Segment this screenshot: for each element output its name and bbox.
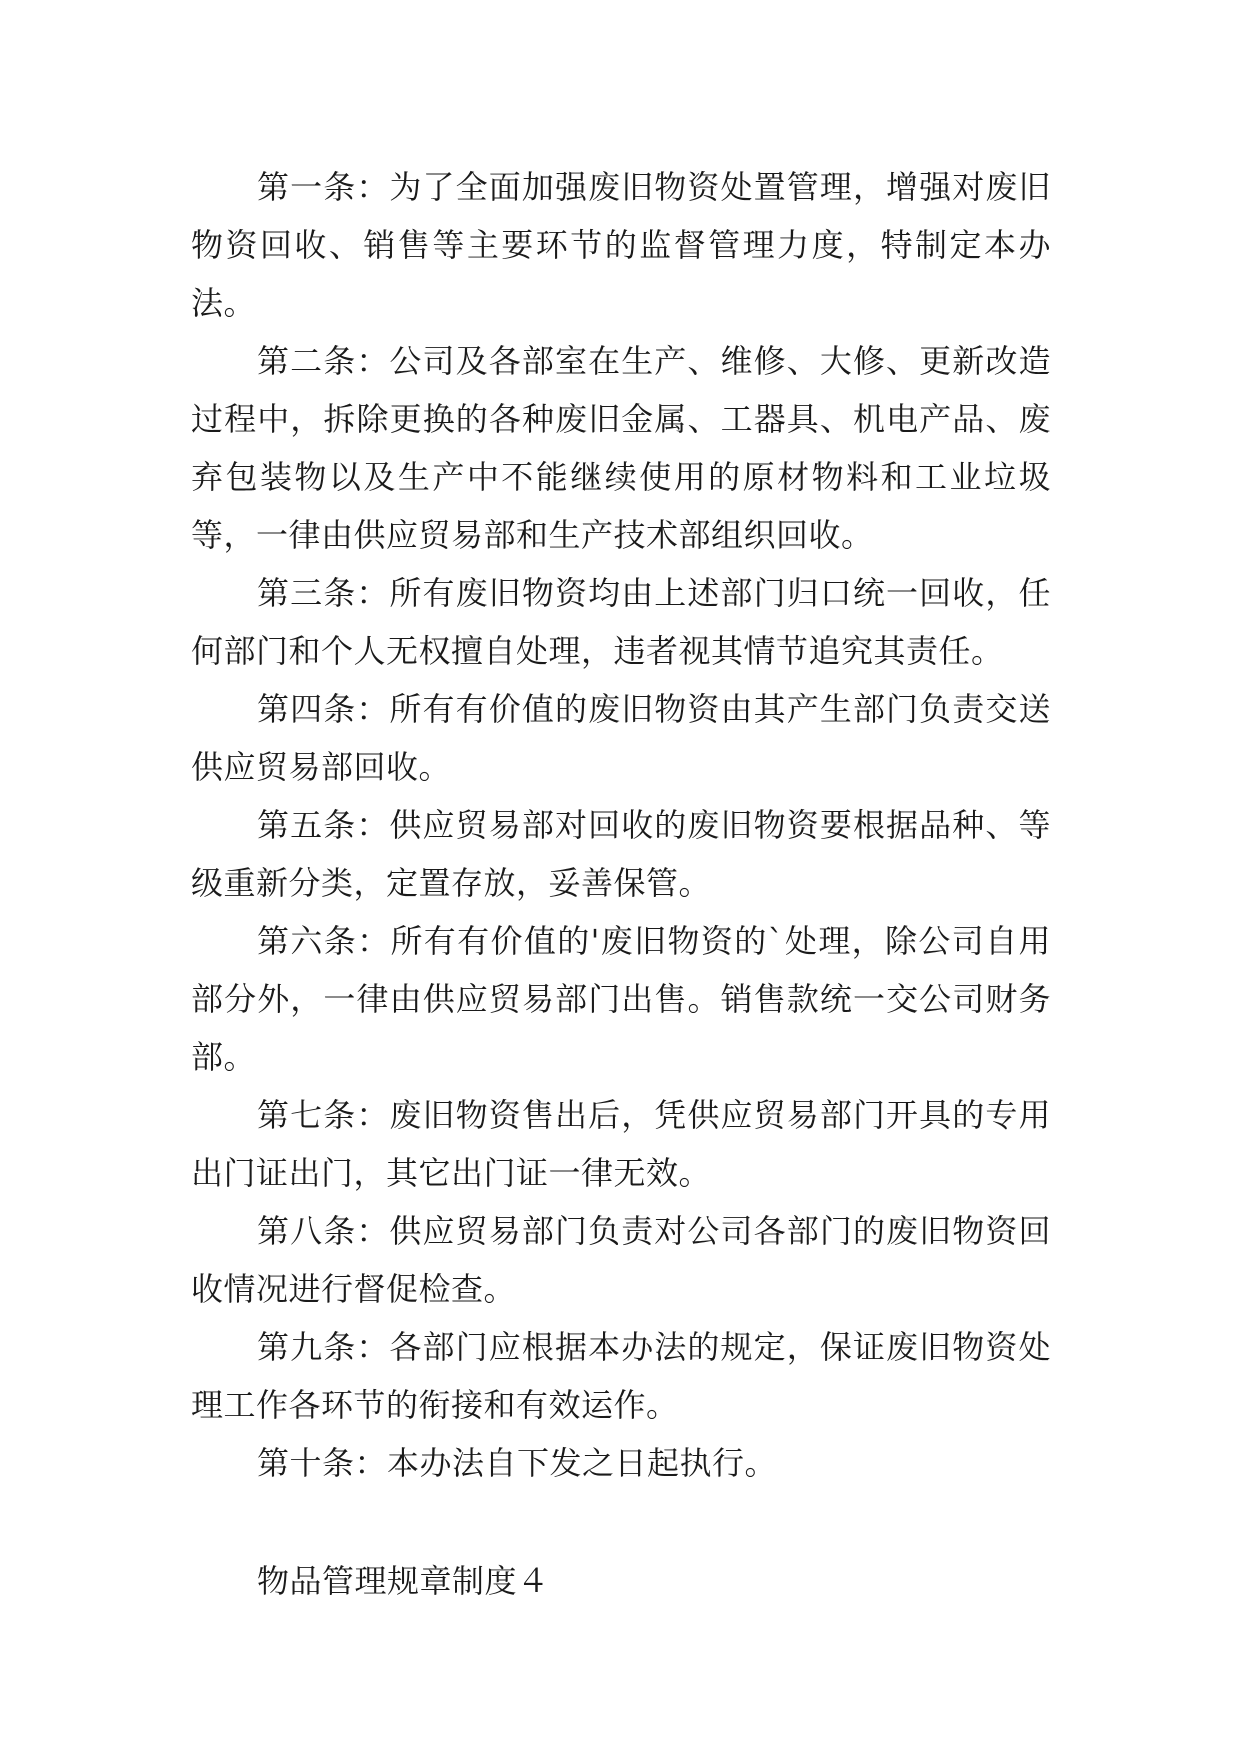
article-10: 第十条：本办法自下发之日起执行。	[257, 1444, 778, 1482]
document-body	[191, 158, 1051, 1610]
article-8: 第八条：供应贸易部门负责对公司各部门的废旧物资回收情况进行督促检查。	[191, 1212, 1051, 1308]
section-heading: 物品管理规章制度４	[257, 1562, 550, 1600]
article-1: 第一条：为了全面加强废旧物资处置管理，增强对废旧物资回收、销售等主要环节的监督管理力度，特制定本办法。	[191, 168, 1051, 322]
article-5: 第五条：供应贸易部对回收的废旧物资要根据品种、等级重新分类，定置存放，妥善保管。	[191, 806, 1051, 902]
article-3: 第三条：所有废旧物资均由上述部门归口统一回收，任何部门和个人无权擅自处理，违者视其情节追究其责任。	[191, 574, 1051, 670]
article-9: 第九条：各部门应根据本办法的规定，保证废旧物资处理工作各环节的衔接和有效运作。	[191, 1328, 1051, 1424]
article-4: 第四条：所有有价值的废旧物资由其产生部门负责交送供应贸易部回收。	[191, 690, 1051, 786]
article-6: 第六条：所有有价值的'废旧物资的`处理，除公司自用部分外，一律由供应贸易部门出售。销售款统一交公司财务部。	[191, 922, 1051, 1076]
article-2: 第二条：公司及各部室在生产、维修、大修、更新改造过程中，拆除更换的各种废旧金属、工器具、机电产品、废弃包装物以及生产中不能继续使用的原材物料和工业垃圾等，一律由供应贸易部和生产技术部组织回收。	[191, 342, 1051, 554]
article-7: 第七条：废旧物资售出后，凭供应贸易部门开具的专用出门证出门，其它出门证一律无效。	[191, 1096, 1051, 1192]
